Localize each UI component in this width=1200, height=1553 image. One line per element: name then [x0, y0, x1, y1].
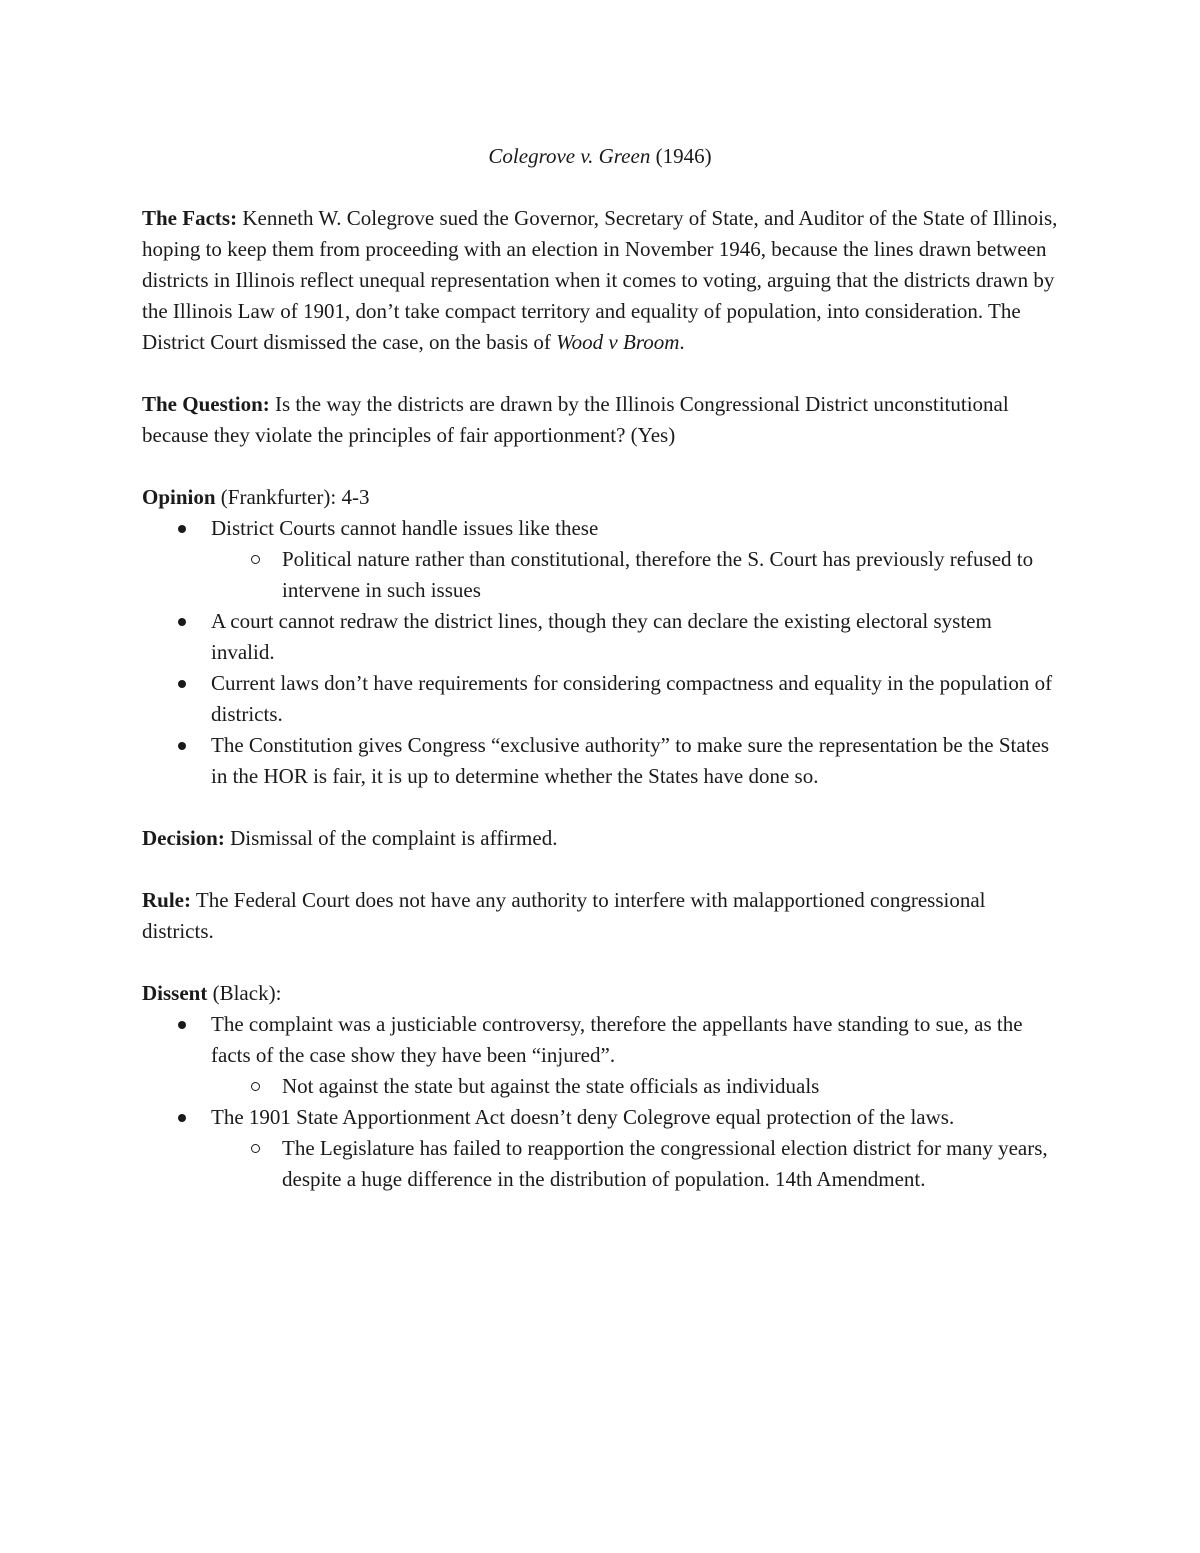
list-item: A court cannot redraw the district lines, though they can declare the existing electoral system invalid. — [142, 606, 1058, 668]
list-item: District Courts cannot handle issues like these Political nature rather than constitutional, therefore the S. Court has previously refused to intervene in such issues — [142, 513, 1058, 606]
decision-section — [142, 823, 1058, 854]
facts-citation: Wood v Broom — [556, 330, 680, 354]
opinion-section — [142, 482, 1058, 792]
list-item: The Constitution gives Congress “exclusive authority” to make sure the representation be the States in the HOR is fair, it is up to determine whether the States have done so. — [142, 730, 1058, 792]
rule-label: Rule: — [142, 888, 191, 912]
dissent-list — [142, 1009, 1058, 1195]
decision-label: Decision: — [142, 826, 225, 850]
facts-text-end: . — [679, 330, 685, 354]
list-item: Current laws don’t have requirements for considering compactness and equality in the population of districts. — [142, 668, 1058, 730]
sub-list — [211, 1133, 1058, 1195]
sub-list-item: The Legislature has failed to reapportion the congressional election district for many years, despite a huge difference in the distribution of population. 14th Amendment. — [211, 1133, 1058, 1195]
question-section — [142, 389, 1058, 451]
case-title — [142, 141, 1058, 172]
sub-list — [211, 1071, 1058, 1102]
facts-label: The Facts: — [142, 206, 238, 230]
facts-text: Kenneth W. Colegrove sued the Governor, Secretary of State, and Auditor of the State of Illinois, hoping to keep them from proceeding with an election in November 1946, because the lines drawn between districts in Illinois reflect unequal representation when it comes to voting, arguing that the districts drawn by the Illinois Law of 1901, don’t take compact territory and equality of population, into consideration. The District Court dismissed the case, on the basis of — [142, 206, 1058, 354]
dissent-author: (Black): — [212, 981, 282, 1005]
case-year: (1946) — [655, 144, 712, 168]
opinion-author: (Frankfurter): 4-3 — [220, 485, 370, 509]
opinion-list — [142, 513, 1058, 792]
list-item: The complaint was a justiciable controversy, therefore the appellants have standing to sue, as the facts of the case show they have been “injured”. Not against the state but against the state officials as individuals — [142, 1009, 1058, 1102]
list-item: The 1901 State Apportionment Act doesn’t deny Colegrove equal protection of the laws. The Legislature has failed to reapportion the congressional election district for many years, despite a huge difference in the distribution of population. 14th Amendment. — [142, 1102, 1058, 1195]
dissent-label: Dissent — [142, 981, 208, 1005]
case-name: Colegrove v. Green — [488, 144, 651, 168]
rule-section — [142, 885, 1058, 947]
decision-text: Dismissal of the complaint is affirmed. — [230, 826, 558, 850]
opinion-label: Opinion — [142, 485, 216, 509]
facts-section — [142, 203, 1058, 358]
sub-list-item: Political nature rather than constitutional, therefore the S. Court has previously refused to intervene in such issues — [211, 544, 1058, 606]
rule-text: The Federal Court does not have any authority to interfere with malapportioned congressional districts. — [142, 888, 986, 943]
dissent-section — [142, 978, 1058, 1195]
question-text: Is the way the districts are drawn by the Illinois Congressional District unconstitutional because they violate the principles of fair apportionment? (Yes) — [142, 392, 1009, 447]
question-label: The Question: — [142, 392, 270, 416]
sub-list — [211, 544, 1058, 606]
dissent-heading — [142, 978, 1058, 1009]
opinion-heading — [142, 482, 1058, 513]
sub-list-item: Not against the state but against the state officials as individuals — [211, 1071, 1058, 1102]
